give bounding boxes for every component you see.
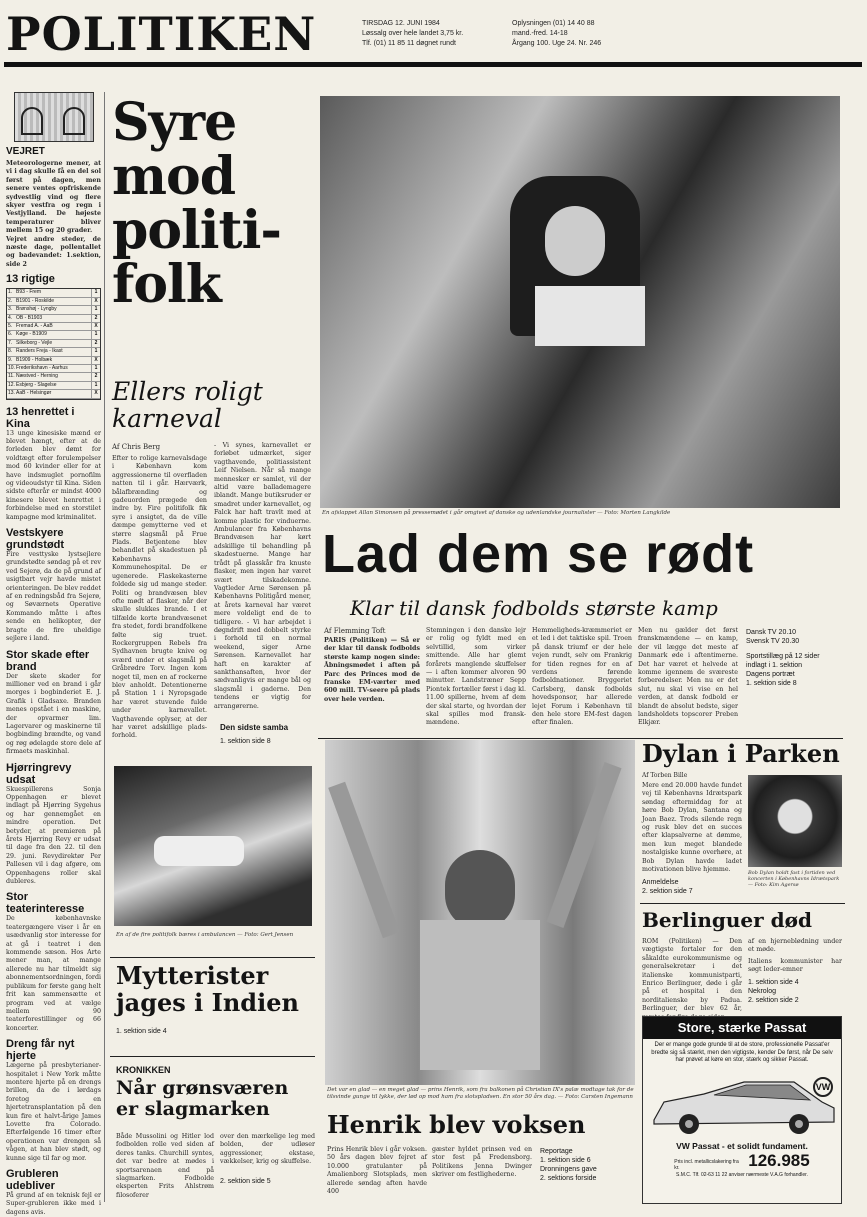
tips-num: 12.	[8, 381, 15, 388]
tips-num: 11.	[8, 373, 15, 380]
football-col1: PARIS (Politiken) — Så er der klar til dansk fodbolds største kamp nogen sinde: Åbningsmødet i aften på Parc des Princes mod de franske EM-værter med 600 mill. TV-seere på plads over hele verden.	[324, 637, 420, 703]
ad-dealer: S.M.C. Tlf. 02-63 11 22 anviser nærmeste V.A.G forhandler.	[676, 1171, 808, 1178]
rep-title: Reportage	[540, 1148, 573, 1155]
dylan-byline: Af Torben Bille	[642, 772, 688, 779]
berlinguer-ref1: 1. sektion side 4	[748, 979, 799, 986]
mutiny-ref: 1. sektion side 4	[116, 1028, 167, 1035]
obit-title: Nekrolog	[748, 988, 777, 995]
simonsen-caption: En afslappet Allan Simonsen på pressemødet i går omgivet af danske og udenlandske journalister — Foto: Morten Langkilde	[322, 510, 671, 516]
chronicle-col1: Både Mussolini og Hitler lod fodbolden rolle ved siden af deres tanks. Churchill syntes, det var bedre at mødes i sportsarenaen end på slagmarken. Fodbolde eksperten Frits Ahlstrøm filosoferer	[116, 1133, 214, 1199]
brief-text: Fire vesttyske lystsejlere grundstødte søndag på et rev ved Sejerø, da de på grund af usigtbart vejr havde mistet orienteringen. De blev reddet af en redningsbåd fra Sejerø, og Søværnets Operative Kommando måtte i aftes sende en helikopter, der bragte de fire uheldige sejlere i land.	[6, 551, 101, 643]
tips-result: 2	[91, 315, 100, 322]
rep-ref2: 2. sektions forside	[540, 1175, 597, 1182]
tips-match: Fremad A. - AaB	[16, 322, 53, 329]
tips-result: 1	[91, 306, 100, 313]
brief-text: Skuespillerens Sonja Oppenhagen er blevet indlagt på Hjørring Sygehus og har gennemgået en mindre operation. Det betyder, at premieren på årets Hjørring Revy er udsat til dage fra den 22. til den 29. juni. Revydirektør Per Pallesen vil i dag afgøre, om Oppenhagens roller skal dubleres.	[6, 785, 101, 886]
rep-ref1: 1. sektion side 6	[540, 1157, 591, 1164]
tips-row	[7, 382, 100, 390]
tips-match: OB - B1903	[16, 314, 43, 321]
berlinguer-headline: Berlinguer død	[642, 908, 812, 932]
tips-num: 1.	[8, 289, 13, 296]
tips-match: B1901 - Roskilde	[16, 297, 55, 304]
rep-gift: Dronningens gave	[540, 1166, 597, 1173]
sport-extra: Sportstillæg på 12 sider indlagt i 1. sektion	[746, 653, 820, 669]
weather-icon	[14, 92, 94, 142]
tips-row	[7, 331, 100, 339]
tv-dk: Dansk TV 20.10	[746, 629, 797, 636]
tips-row	[7, 306, 100, 314]
tips-num: 2.	[8, 297, 13, 304]
brief-title: Hjørringrevy udsat	[6, 761, 72, 786]
weather-title: VEJRET	[6, 146, 45, 157]
tips-match: B93 - Frem	[16, 289, 42, 296]
chronicle-label: KRONIKKEN	[116, 1065, 171, 1075]
tips-row	[7, 357, 100, 365]
vw-logo: VW	[813, 1077, 833, 1097]
tips-num: 9.	[8, 356, 13, 363]
ad-price: 126.985	[748, 1150, 810, 1170]
football-col2: Stemningen i den danske lejr er rolig og fyldt med en selvtillid, som virker smittende. Alle har glemt forårets manglende skuffelser — i aften kommer alvoren 90 minutter. Landstræner Sepp Piontek fortæller først i dag kl. 11.00 spillerne, hvem af dem der skal starte, og hvordan der skal spilles mod fransk-mændene.	[426, 627, 526, 727]
henrik-photo	[325, 740, 635, 1085]
brief-title: Dreng får nyt hjerte	[6, 1038, 75, 1063]
tips-result: 2	[91, 340, 100, 347]
chronicle-ref: 2. sektion side 5	[220, 1178, 271, 1185]
simonsen-photo	[320, 96, 840, 508]
tips-match: Randers Freja - Ikast	[16, 348, 63, 355]
tips-result: X	[91, 390, 100, 397]
tips-row	[7, 365, 100, 373]
portrait-title: Dagens portræt	[746, 671, 795, 678]
football-byline: Af Flemming Toft	[324, 627, 386, 635]
car-icon	[644, 1068, 840, 1140]
ambulance-photo	[114, 766, 312, 926]
briefs	[6, 406, 101, 1217]
dylan-text: Mere end 20.000 havde fundet vej til Københavns Idrætspark søndag eftermiddag for at høre Bob Dylan, Santana og Joan Baez. Trods silende regn og rusk blev det en succes efter klapsalverne at dømme, men kun meget blandede nostalgiske kunne overhøre, at Bob Dylan havde ladet motivationen blive hjemme.	[642, 782, 742, 874]
tips-result: 1	[91, 382, 100, 389]
tips-num: 6.	[8, 331, 13, 338]
tips-num: 8.	[8, 348, 13, 355]
tips-match: Brønshøj - Lyngby	[16, 306, 57, 313]
hours: mand.-fred. 14-18	[512, 30, 568, 37]
lead-byline: Af Chris Berg	[112, 443, 161, 451]
tips-result: X	[91, 298, 100, 305]
berlinguer-col1: ROM (Politiken) — Den vægtigste fortaler for den såkaldte eurokommunisme og generalsekretær i det italienske kommunistparti, Enrico Berlinguer, døde i går på et hospital i den norditalienske by Padua. Berlinguer, der blev 62 år,	[642, 938, 742, 1013]
lead-ref: 1. sektion side 8	[220, 738, 271, 745]
phone: Tlf. (01) 11 85 11 døgnet rundt	[362, 40, 456, 47]
tips-row	[7, 373, 100, 381]
football-col3: Hemmeligheds-kræmmeriet er et led i det taktiske spil. Troen på dansk triumf er der hele vejen rundt, selv om Frankrig for tiden regnes for en af verdens førende fodboldnationer. Bryggeriet Carlsberg, dansk fodbolds hovedsponsor, har allerede lejet Forum i København til den hele store EM-fest dagen efter finalen.	[532, 627, 632, 727]
ad-slogan: VW Passat - et solidt fundament.	[676, 1140, 808, 1151]
henrik-caption: Det var en glad — en meget glad — prins Henrik, som fra balkonen på Christian IX's palæ modtage tak for de tilsvinde gunge til lykke, der lød op mod ham fra slotspladsen. En stor 50 års dag. — Foto: Carsten Ingemann	[327, 1087, 634, 1100]
dylan-caption: Bob Dylan holdt fast i fortiden ved koncerten i Københavns Idrætspark — Foto: Kim Agersø	[748, 870, 840, 888]
ad-text: Der er mange gode grunde til at de store, professionelle Passat'er bredte sig så stærkt, men den vigtigste, kender De først, når De selv har prøvet at køre en stor, stærk og sikker Passat.	[651, 1042, 833, 1063]
tips-match: Esbjerg - Slagelse	[16, 381, 57, 388]
brief-title: Stor skade efter brand	[6, 648, 90, 673]
weather-more: Vejret andre steder, de næste dage, pollentallet og badevandet: 1.sektion, side 2	[6, 235, 101, 268]
masthead-rule	[4, 62, 862, 67]
lead-headline: Syre mod politi-folk	[112, 92, 281, 315]
henrik-col1: Prins Henrik blev i går voksen. 50 års dagen blev fejret af 10.000 gratulanter på Amalienborg Slotsplads, men allerede søndag aften havde 400	[327, 1146, 427, 1196]
brief-title: Vestskyere grundstødt	[6, 527, 65, 552]
ad-price-label: Pris incl. metallicslakering fra kr.	[674, 1158, 739, 1171]
berlinguer-refs	[748, 978, 842, 1005]
henrik-headline: Henrik blev voksen	[327, 1110, 586, 1139]
henrik-col2: gæster hyldet prinsen ved en stor fest på Fredensborg. Politikens Jenna Dwinger skriver om festlighederne.	[432, 1146, 532, 1179]
tips-match: B1909 - Holbæk	[16, 356, 53, 363]
tips-result: 1	[91, 365, 100, 372]
tips-match: Silkeborg - Vejle	[16, 339, 53, 346]
tips-row	[7, 323, 100, 331]
football-sidebar	[746, 628, 841, 688]
berlinguer-col2: af en hjerneblødning under et møde.	[748, 938, 842, 954]
lead-col2: - Vi synes, karnevallet er forløbet udmærket, siger vagthavende, politiassistent Leif Nielsen. Når så mange mennesker er samlet, vil der altid være ballademagere iblandt. Mange butiksruder er smadret under karnevallet, og Falck har haft travlt med at komme plastic for vinduerne. Ambulancer fra Københavns Brandvæsen har kørt adskillige til behandling på skadestuerne. Mange har trådt på glasskår fra knuste flasker, men ingen har været svært tilskadekomne. Vagtleder Arne Sørensen på Københavns Politigård mener, at årets karneval har været mere voldeligt end de to tidligere. - Vi har arbejdet i døgndrift med dobbelt styrke i forhold til en normal weekend, siger Arne Sørensen. Karnevallet har haft en karakter af sankthansaften, hvor der sædvanligvis er mange bål og slagsmål i gaderne. Den tendens er vigtig for arrangørerne.	[214, 442, 311, 710]
tips-match: AaB - Helsingør	[16, 390, 52, 397]
dylan-headline: Dylan i Parken	[642, 739, 840, 768]
tips-match: Næstved - Herning	[16, 373, 58, 380]
tips-result: 1	[91, 331, 100, 338]
price: Løssalg over hele landet 3,75 kr.	[362, 30, 464, 37]
tips-result: 1	[91, 289, 100, 296]
weather-text: Meteorologerne mener, at vi i dag skulle få en del sol først på dagen, men senere ventes opfriskende sydvestlig vind og flere skyer vestfra og regn i Vestjylland. De højeste temperaturer bliver mellem 15 og 20 grader.	[6, 160, 101, 235]
tips-row	[7, 289, 100, 297]
tips-title: 13 rigtige	[6, 273, 55, 286]
lead-col1: Efter to rolige karnevalsdage i København kom aggressionerne til overfladen natten til i går. Hærværk, bålafbrænding og gadeuorden prægede den indre by. Fire politifolk fik syre i ansigtet, da de ville dæmpe gemytterne ved et større slagsmål på Frue Plads. Betjentene blev behandlet på skadestuen på Københavns Kommunehospital. De er ugenerede. Flaskekasterne foldede sig ud mange steder. Politi og brandvæsen blev ofte mødt af flasker, når der skulle slukkes brande. I et tilfælde korte brandvæsenet fra stedet, fordi brandfolkene følte sig truet. Rockergruppen Rebels fra Sydhavnen brugte knive og sværd under et slagsmål på Gråbrødre Torv. Ingen kom noget til, men en af rockerne blev anholdt. Detentionerne på Station 1 i Nyropsgade har været stuvende fulde under karnevallet. Vagthavende oplyser, at der har været adskillige plads-forhold.	[112, 455, 207, 740]
brief-title: 13 henrettet i Kina	[6, 405, 75, 430]
berlinguer-ref2: 2. sektion side 2	[748, 997, 799, 1004]
date: TIRSDAG 12. JUNI 1984	[362, 20, 440, 27]
tips-result: X	[91, 323, 100, 330]
review-ref: 2. sektion side 7	[642, 888, 693, 895]
tips-num: 7.	[8, 339, 13, 346]
portrait-ref: 1. sektion side 8	[746, 680, 797, 687]
berlinguer-col3: Italiens kommunister har søgt leder-emner	[748, 958, 842, 974]
football-subhead: Klar til dansk fodbolds største kamp	[350, 596, 718, 620]
tips-num: 4.	[8, 314, 13, 321]
left-column	[6, 92, 101, 1216]
brief-text: På grund af en teknisk fejl er Super-grubleren ikke med i dagens avis.	[6, 1192, 101, 1216]
tips-match: Frederikshavn - Aarhus	[16, 364, 68, 371]
lead-subhead: Ellers roligt karneval	[112, 377, 263, 433]
tips-table	[6, 288, 101, 399]
tv-se: Svensk TV 20.30	[746, 638, 800, 645]
tips-result: X	[91, 357, 100, 364]
tips-match: Køge - B1909	[16, 331, 47, 338]
brief-title: Stor teaterinteresse	[6, 891, 85, 916]
brief-text: Der skete skader for millioner ved en brand i går morges i bogbinderiet E. J. Grafik i Gladsaxe. Branden menes opstået i en maskine, der opvarmer lim. Lagervarer og maskinerne til bogbinding brændte, og vand og røg ødelagde store dele af firmaets maskinhal.	[6, 672, 101, 756]
ad-header: Store, stærke Passat	[643, 1017, 841, 1039]
masthead-title: POLITIKEN	[6, 7, 317, 61]
brief-text: Lægerne på presbyterianer-hospitalet i New York måtte montere hjerte på en drengs brillen, da de i lørdags foretog en hjertetransplantation på den kun fire et halvt-årige James Lovette fra Colorado. Efterfølgende 16 timer efter operationen var drengen så vågen, at han blev stødt, og kunne sige til far og mor.	[6, 1062, 101, 1162]
info-line: Oplysningen (01) 14 40 88	[512, 20, 595, 27]
tips-row	[7, 390, 100, 398]
tips-row	[7, 315, 100, 323]
review-title: Anmeldelse	[642, 879, 679, 886]
masthead	[0, 0, 867, 70]
tips-row	[7, 298, 100, 306]
henrik-reportage	[540, 1147, 638, 1183]
samba-title: Den sidste samba	[220, 723, 289, 732]
brief-text: 13 unge kinesiske mænd er blevet hængt, efter at de forleden blev dømt for voldtægt efter forulempelser mod 60 kvinder eller for at have indsmuglet pornofilm og videoudstyr til Kina. Siden sidste efterår er mindst 4000 kinesere blevet henrettet i forbindelse med en storstilet kampagne mod kriminalitet.	[6, 429, 101, 521]
brief-text: De københavnske teatergængere viser i år en usædvanlig stor interesse for at gå i teatret i den kommende sæson. Hos Arte mener man, at mange allerede nu har tilmeldt sig abonnementsordningen, fordi publikum for første gang helt frit kan sammensætte et program ved at vælge mellem 90 teaterforestillinger og 66 koncerter.	[6, 915, 101, 1032]
dylan-review	[642, 878, 742, 896]
football-col4: Men nu gælder det først franskmændene — en kamp, der vil lægge det meste af Danmark øde i aftentimerne. Det har været et helvede at komme igennem de sværeste forberedelser. Men nu er det slut, nu skal vi vise en hel verden, at dansk fodbold er blandt de absolut bedste, siger landsholdets topscorer Preben Elkjær.	[638, 627, 738, 727]
football-headline: Lad dem se rødt	[322, 524, 755, 584]
volume: Årgang 100. Uge 24. Nr. 246	[512, 40, 602, 47]
passat-ad	[642, 1016, 842, 1204]
chronicle-col2: over den mærkelige leg med bolden, der udløser aggressioner, ekstase, vækkelser, krig og skuffelse.	[220, 1133, 315, 1166]
tips-num: 3.	[8, 306, 13, 313]
mutiny-headline: Mytterister jages i Indien	[116, 961, 299, 1017]
tips-row	[7, 340, 100, 348]
tips-num: 13.	[8, 390, 15, 397]
ambulance-caption: En af de fire politifolk bæres i ambulancen — Foto: Gert Jensen	[116, 932, 294, 938]
brief-title: Grubleren udebliver	[6, 1168, 59, 1192]
chronicle-headline: Når grønsværen er slagmarken	[116, 1077, 289, 1120]
tips-result: 1	[91, 348, 100, 355]
dylan-photo	[748, 775, 842, 867]
tips-num: 10.	[8, 364, 15, 371]
tips-num: 5.	[8, 322, 13, 329]
tips-result: 2	[91, 373, 100, 380]
tips-row	[7, 348, 100, 356]
